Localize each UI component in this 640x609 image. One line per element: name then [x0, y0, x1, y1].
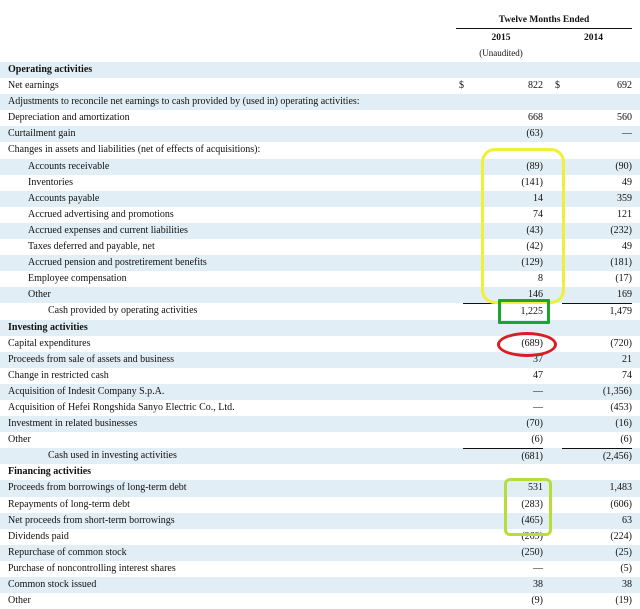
- value-2015: 74: [533, 208, 543, 220]
- row-label: Cash used in investing activities: [48, 450, 177, 462]
- currency-symbol: $: [555, 80, 560, 92]
- row-label: Curtailment gain: [8, 128, 76, 140]
- row-label: Inventories: [28, 176, 73, 188]
- value-2014: (2,456): [562, 448, 632, 465]
- value-2015: 146: [528, 289, 543, 301]
- period-title: Twelve Months Ended: [498, 15, 590, 25]
- value-2014: 560: [617, 112, 632, 124]
- row-label: Employee compensation: [28, 273, 127, 285]
- value-2015: (129): [521, 257, 543, 269]
- table-row: [0, 287, 640, 303]
- year-2015-heading: 2015: [491, 33, 511, 43]
- value-2014: (19): [615, 595, 632, 607]
- value-2014: 63: [622, 514, 632, 526]
- value-2015: —: [533, 385, 543, 397]
- value-2015: 822: [528, 80, 543, 92]
- value-2014: 74: [622, 369, 632, 381]
- table-row: [0, 207, 640, 223]
- row-label: Purchase of noncontrolling interest shares: [8, 562, 176, 574]
- table-row: [0, 384, 640, 400]
- value-2015: (63): [526, 128, 543, 140]
- value-2014: (224): [610, 530, 632, 542]
- row-label: Changes in assets and liabilities (net of effects of acquisitions):: [8, 144, 261, 156]
- row-label: Capital expenditures: [8, 337, 91, 349]
- row-label: Depreciation and amortization: [8, 112, 130, 124]
- value-2015: (681): [463, 448, 543, 465]
- row-label: Accrued expenses and current liabilities: [28, 224, 188, 236]
- value-2015: 38: [533, 579, 543, 590]
- value-2014: (6): [620, 434, 632, 446]
- currency-symbol: $: [459, 80, 464, 92]
- row-label: Acquisition of Indesit Company S.p.A.: [8, 385, 165, 397]
- table-row: [0, 448, 640, 464]
- value-2014: 21: [622, 353, 632, 365]
- table-row: [0, 255, 640, 271]
- value-2015: 531: [528, 482, 543, 494]
- value-2015: (6): [531, 434, 543, 446]
- table-row: [0, 464, 640, 480]
- table-row: [0, 432, 640, 448]
- table-row: [0, 368, 640, 384]
- value-2014: (17): [615, 273, 632, 285]
- value-2014: 1,479: [562, 303, 632, 320]
- unaudited-note: (Unaudited): [479, 48, 523, 58]
- row-label: Repayments of long-term debt: [8, 498, 130, 510]
- value-2015: —: [533, 401, 543, 413]
- value-2015: (42): [526, 241, 543, 253]
- row-label: Proceeds from borrowings of long-term debt: [8, 482, 187, 494]
- row-label: Net proceeds from short-term borrowings: [8, 514, 175, 526]
- row-label: Net earnings: [8, 80, 59, 92]
- table-row: [0, 593, 640, 609]
- table-row: [0, 78, 640, 94]
- value-2015: (465): [521, 514, 543, 526]
- value-2014: 49: [622, 176, 632, 188]
- row-label: Accounts receivable: [28, 160, 110, 172]
- table-row: [0, 513, 640, 529]
- value-2014: (453): [610, 401, 632, 413]
- table-row: [0, 142, 640, 158]
- value-2015: (9): [531, 595, 543, 607]
- value-2015: 47: [533, 369, 543, 381]
- row-label: Other: [8, 434, 31, 446]
- value-2014: (16): [615, 418, 632, 430]
- value-2015: 8: [538, 273, 543, 285]
- value-2015: (250): [521, 546, 543, 558]
- value-2015: 1,225: [463, 303, 543, 320]
- row-label: Dividends paid: [8, 530, 69, 542]
- value-2015: (89): [526, 160, 543, 172]
- row-label: Investing activities: [8, 321, 88, 333]
- value-2014: 38: [622, 579, 632, 590]
- table-row: [0, 110, 640, 126]
- row-label: Operating activities: [8, 64, 93, 75]
- value-2014: (1,356): [602, 385, 632, 397]
- table-row: [0, 303, 640, 319]
- value-2014: 692: [617, 80, 632, 92]
- table-row: [0, 336, 640, 352]
- table-row: [0, 271, 640, 287]
- value-2014: (25): [615, 546, 632, 558]
- value-2015: (70): [526, 418, 543, 430]
- value-2014: (606): [610, 498, 632, 510]
- row-label: Common stock issued: [8, 579, 97, 590]
- row-label: Proceeds from sale of assets and business: [8, 353, 175, 365]
- value-2014: 49: [622, 241, 632, 253]
- table-row: [0, 497, 640, 513]
- value-2014: (5): [620, 562, 632, 574]
- value-2015: (141): [521, 176, 543, 188]
- value-2015: —: [533, 562, 543, 574]
- value-2014: (181): [610, 257, 632, 269]
- value-2014: 359: [617, 192, 632, 204]
- row-label: Repurchase of common stock: [8, 546, 127, 558]
- row-label: Accrued pension and postretirement benefits: [28, 257, 207, 269]
- value-2015: 668: [528, 112, 543, 124]
- row-label: Other: [28, 289, 51, 301]
- table-header: [0, 0, 640, 62]
- value-2015: 14: [533, 192, 543, 204]
- table-row: [0, 159, 640, 175]
- table-row: [0, 400, 640, 416]
- value-2014: 169: [617, 289, 632, 301]
- row-label: Cash provided by operating activities: [48, 305, 198, 317]
- table-row: [0, 352, 640, 368]
- value-2014: —: [622, 128, 632, 140]
- value-2014: 1,483: [609, 482, 632, 494]
- table-row: [0, 175, 640, 191]
- value-2014: 121: [617, 208, 632, 220]
- row-label: Acquisition of Hefei Rongshida Sanyo Electric Co., Ltd.: [8, 401, 235, 413]
- table-row: [0, 191, 640, 207]
- table-row: [0, 126, 640, 142]
- row-label: Adjustments to reconcile net earnings to cash provided by (used in) operating activities:: [8, 96, 360, 108]
- row-label: Investment in related businesses: [8, 418, 138, 430]
- row-label: Financing activities: [8, 466, 92, 478]
- table-row: [0, 94, 640, 110]
- table-row: [0, 416, 640, 432]
- row-label: Taxes deferred and payable, net: [28, 241, 155, 253]
- row-label: Change in restricted cash: [8, 369, 109, 381]
- row-label: Accounts payable: [28, 192, 100, 204]
- table-row: [0, 529, 640, 545]
- table-row: [0, 545, 640, 561]
- value-2014: (90): [615, 160, 632, 172]
- table-row: [0, 239, 640, 255]
- value-2015: (43): [526, 224, 543, 236]
- table-row: [0, 480, 640, 496]
- value-2015: (283): [521, 498, 543, 510]
- table-row: [0, 577, 640, 593]
- value-2015: (689): [521, 337, 543, 349]
- header-divider: [456, 28, 632, 29]
- cash-flow-table: [0, 62, 640, 609]
- value-2015: 37: [533, 353, 543, 365]
- table-row: [0, 320, 640, 336]
- row-label: Other: [8, 595, 31, 607]
- value-2015: (269): [521, 530, 543, 542]
- value-2014: (720): [610, 337, 632, 349]
- row-label: Accrued advertising and promotions: [28, 208, 174, 220]
- table-row: [0, 561, 640, 577]
- year-2014-heading: 2014: [584, 33, 603, 43]
- table-row: [0, 223, 640, 239]
- value-2014: (232): [610, 224, 632, 236]
- table-row: [0, 62, 640, 78]
